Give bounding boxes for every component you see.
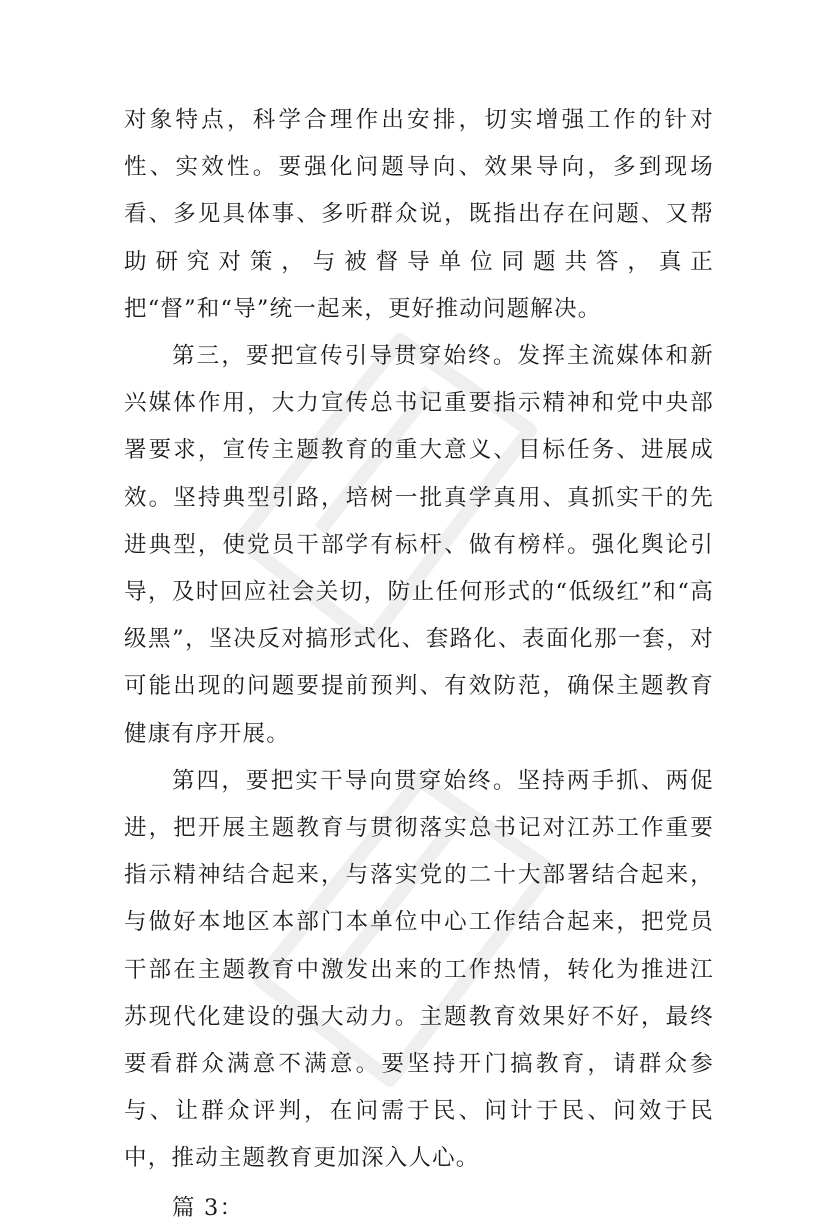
paragraph-point-three: 第三，要把宣传引导贯穿始终。发挥主流媒体和新兴媒体作用，大力宣传总书记重要指示精神和党中央部署要求，宣传主题教育的重大意义、目标任务、进展成效。坚持典型引路，培树一批真学真用、真抓实干的先进典型，使党员干部学有标杆、做有榜样。强化舆论引导，及时回应社会关切，防止任何形式的“低级红”和“高级黑”，坚决反对搞形式化、套路化、表面化那一套，对可能出现的问题要提前预判、有效防范，确保主题教育健康有序开展。	[124, 343, 714, 747]
paragraph-continuation: 对象特点，科学合理作出安排，切实增强工作的针对性、实效性。要强化问题导向、效果导向，多到现场看、多见具体事、多听群众说，既指出存在问题、又帮助研究对策，与被督导单位同题共答，真正把“督”和“导”统一起来，更好推动问题解决。	[124, 107, 714, 322]
document-body	[124, 97, 714, 1232]
section-heading: 篇 3：	[172, 1194, 244, 1221]
paragraph-point-four: 第四，要把实干导向贯穿始终。坚持两手抓、两促进，把开展主题教育与贯彻落实总书记对江苏工作重要指示精神结合起来，与落实党的二十大部署结合起来，与做好本地区本部门本单位中心工作结合起来，把党员干部在主题教育中激发出来的工作热情，转化为推进江苏现代化建设的强大动力。主题教育效果好不好，最终要看群众满意不满意。要坚持开门搞教育，请群众参与、让群众评判，在问需于民、问计于民、问效于民中，推动主题教育更加深入人心。	[124, 767, 714, 1172]
